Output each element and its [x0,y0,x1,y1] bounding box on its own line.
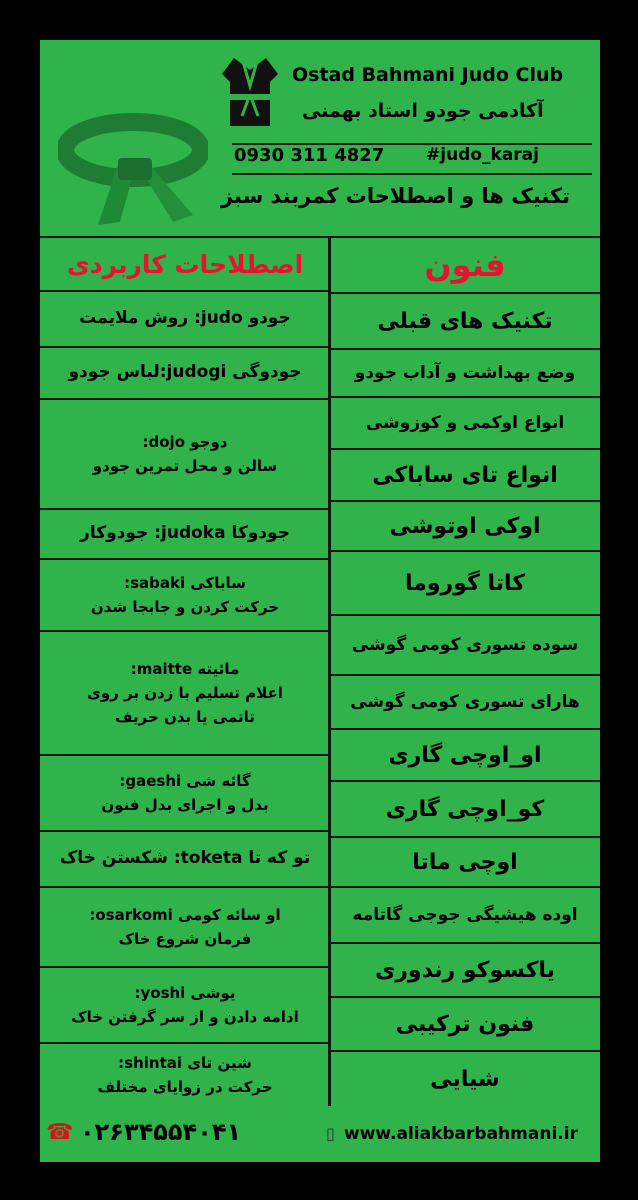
term-text: شین تای shintai: [118,1054,252,1072]
term-text: ساباکی sabaki: [124,574,246,592]
technique-row [330,728,600,780]
landline-number: ۰۲۶۳۴۵۵۴۰۴۱ [80,1118,242,1146]
term-text: تو که تا toketa: شکستن خاک [59,848,311,869]
term-row [40,630,330,754]
term-row [40,508,330,558]
technique-text: او_اوچی گاری [388,742,542,768]
technique-row [330,550,600,614]
column-header [330,236,600,292]
technique-text: تکنیک های قبلی [377,308,553,334]
mobile-icon: ▯ [326,1124,335,1143]
technique-text: کاتا گوروما [404,570,526,596]
judogi-icon [220,56,280,130]
term-text: بدل و اجرای بدل فنون [101,796,269,814]
term-row [40,966,330,1042]
term-text: جودو judo: روش ملایمت [79,308,291,329]
technique-row [330,614,600,674]
term-text: جودوگی judogi:لباس جودو [68,362,302,383]
term-text: گائه شی gaeshi: [119,772,251,790]
technique-text: انواع تای ساباکی [372,462,558,488]
term-row [40,754,330,830]
phone-number: 0930 311 4827 [234,145,385,166]
technique-row [330,500,600,550]
technique-row [330,674,600,728]
technique-row [330,836,600,886]
technique-text: یاکسوکو رندوری [375,957,555,983]
column-header-label: فنون [424,246,506,284]
term-text: فرمان شروع خاک [118,930,252,948]
technique-row [330,396,600,448]
term-text: مائیته maitte: [130,660,240,678]
footer [40,1112,600,1162]
term-text: سالن و محل تمرین جودو [92,457,278,475]
term-row [40,558,330,630]
club-name-fa: آکادمی جودو استاد بهمنی [302,100,544,122]
column-divider [328,236,331,1106]
technique-row [330,996,600,1050]
club-name-en: Ostad Bahmani Judo Club [292,64,564,86]
term-text: حرکت در زوایای مختلف [97,1078,273,1096]
technique-text: کو_اوچی گاری [385,796,545,822]
term-text: تاتمی یا بدن حریف [115,708,255,726]
technique-row [330,448,600,500]
technique-text: سوده تسوری کومی گوشی [351,635,579,655]
term-row [40,398,330,508]
terms-column [40,236,330,1106]
technique-text: انواع اوکمی و کوزوشی [365,413,565,433]
techniques-column [330,236,600,1106]
technique-text: هارای تسوری کومی گوشی [350,692,580,712]
term-text: او سائه کومی osarkomi: [89,906,281,924]
term-text: ادامه دادن و از سر گرفتن خاک [71,1008,299,1026]
term-row [40,886,330,966]
term-row [40,290,330,346]
poster-subtitle: تکنیک ها و اصطلاحات کمربند سبز [220,184,570,208]
club-logo-block [220,54,590,146]
technique-text: اوده هیشیگی جوجی گاتامه [352,905,578,925]
term-text: یوشی yoshi: [134,984,236,1002]
technique-text: اوچی ماتا [412,849,518,875]
poster-panel [40,40,600,1162]
telephone-icon: ☎ [46,1120,74,1145]
term-row [40,346,330,398]
term-row [40,1042,330,1106]
term-text: دوجو dojo: [142,433,228,451]
technique-text: اوکی اوتوشی [389,513,541,539]
technique-text: شیایی [430,1066,500,1092]
column-header-label: اصطلاحات کاربردی [66,249,304,279]
term-text: حرکت کردن و جابجا شدن [90,598,280,616]
technique-row [330,780,600,836]
column-header [40,236,330,290]
divider-line [232,173,592,175]
technique-row [330,348,600,396]
hashtag: #judo_karaj [426,145,539,165]
technique-row [330,886,600,942]
term-text: اعلام تسلیم با زدن بر روی [87,684,283,702]
technique-text: فنون ترکیبی [395,1011,535,1037]
term-row [40,830,330,886]
technique-row [330,1050,600,1106]
technique-row [330,942,600,996]
website-link[interactable]: www.aliakbarbahmani.ir [344,1124,578,1144]
technique-text: وضع بهداشت و آداب جودو [354,363,576,383]
technique-row [330,292,600,348]
green-belt-icon [58,110,208,230]
term-text: جودوکا judoka: جودوکار [80,523,290,544]
